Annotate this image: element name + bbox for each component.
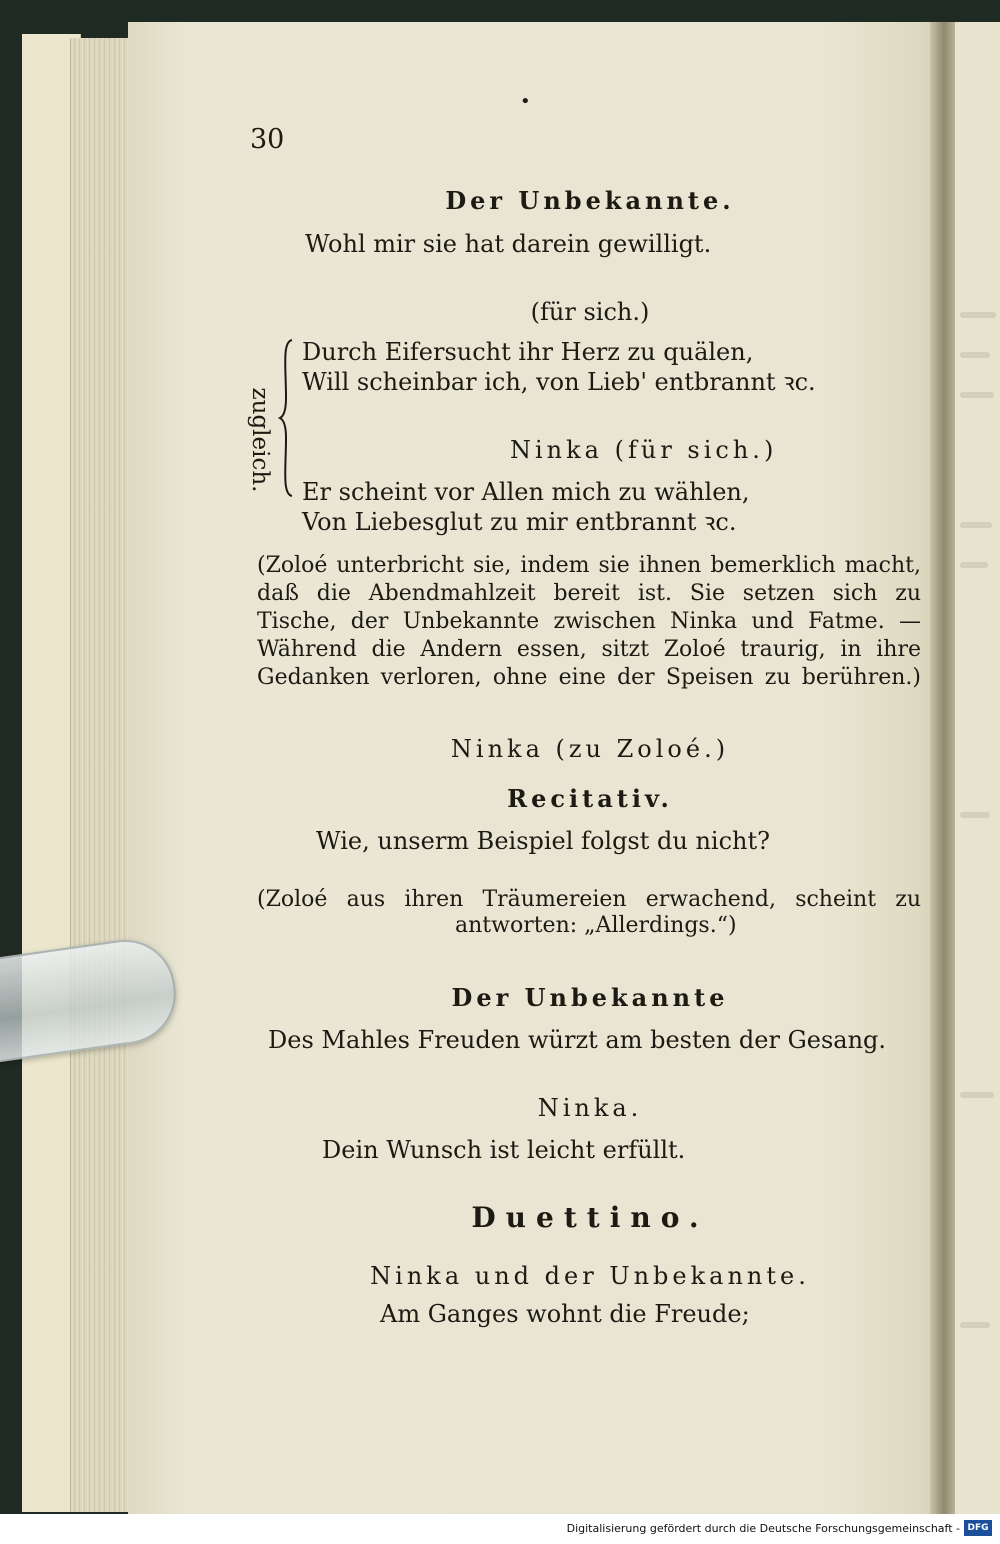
speaker-name: Der Unbekannte. xyxy=(445,186,735,215)
page-stack-edge xyxy=(70,38,133,1512)
speaker-name: Ninka (für sich.) xyxy=(510,436,778,464)
verse-line: Von Liebesglut zu mir entbrannt ꝛc. xyxy=(302,508,737,536)
stage-aside: (für sich.) xyxy=(530,298,650,326)
stage-direction-line: (Zoloé unterbricht sie, indem sie ihnen bemerklich macht, xyxy=(257,553,921,578)
stage-direction-line: Gedanken verloren, ohne eine der Speisen zu berühren.) xyxy=(257,665,921,690)
stage-direction-line: antworten: „Allerdings.“) xyxy=(455,913,737,938)
verse-line: Er scheint vor Allen mich zu wählen, xyxy=(302,478,750,506)
section-heading: Duettino. xyxy=(471,1201,709,1234)
margin-note: zugleich. xyxy=(247,387,273,493)
facing-page-bleed xyxy=(955,22,1000,1522)
verse-line: Will scheinbar ich, von Lieb' entbrannt ꝛc. xyxy=(302,368,816,396)
stage-direction-line: Tische, der Unbekannte zwischen Ninka und Fatme. — xyxy=(257,609,921,634)
book-gutter xyxy=(930,22,958,1522)
footer-credit: Digitalisierung gefördert durch die Deutsche Forschungsgemeinschaft - xyxy=(566,1522,960,1535)
speaker-name: Der Unbekannte xyxy=(451,983,729,1012)
verse-line: Durch Eifersucht ihr Herz zu quälen, xyxy=(302,338,754,366)
simultaneous-bracket xyxy=(278,338,294,498)
speaker-name: Ninka und der Unbekannte. xyxy=(370,1262,810,1290)
stage-direction-line: Während die Andern essen, sitzt Zoloé traurig, in ihre xyxy=(257,637,921,662)
verse-line: Dein Wunsch ist leicht erfüllt. xyxy=(322,1136,686,1164)
verse-line: Wohl mir sie hat darein gewilligt. xyxy=(305,230,712,258)
stage-direction-line: daß die Abendmahlzeit bereit ist. Sie setzen sich zu xyxy=(257,581,921,606)
verse-line: Wie, unserm Beispiel folgst du nicht? xyxy=(316,827,771,855)
stage-direction-line: (Zoloé aus ihren Träumereien erwachend, scheint zu xyxy=(257,887,921,912)
speaker-name: Ninka (zu Zoloé.) xyxy=(450,735,730,763)
verse-line: Des Mahles Freuden würzt am besten der Gesang. xyxy=(268,1026,887,1054)
page-number: 30 xyxy=(250,124,285,155)
verse-line: Am Ganges wohnt die Freude; xyxy=(380,1300,750,1328)
footer-bar xyxy=(0,1514,1000,1544)
section-heading: Recitativ. xyxy=(507,784,673,813)
printer-mark: • xyxy=(520,91,531,112)
speaker-name: Ninka. xyxy=(537,1094,643,1122)
dfg-logo-icon: DFG xyxy=(964,1520,992,1536)
